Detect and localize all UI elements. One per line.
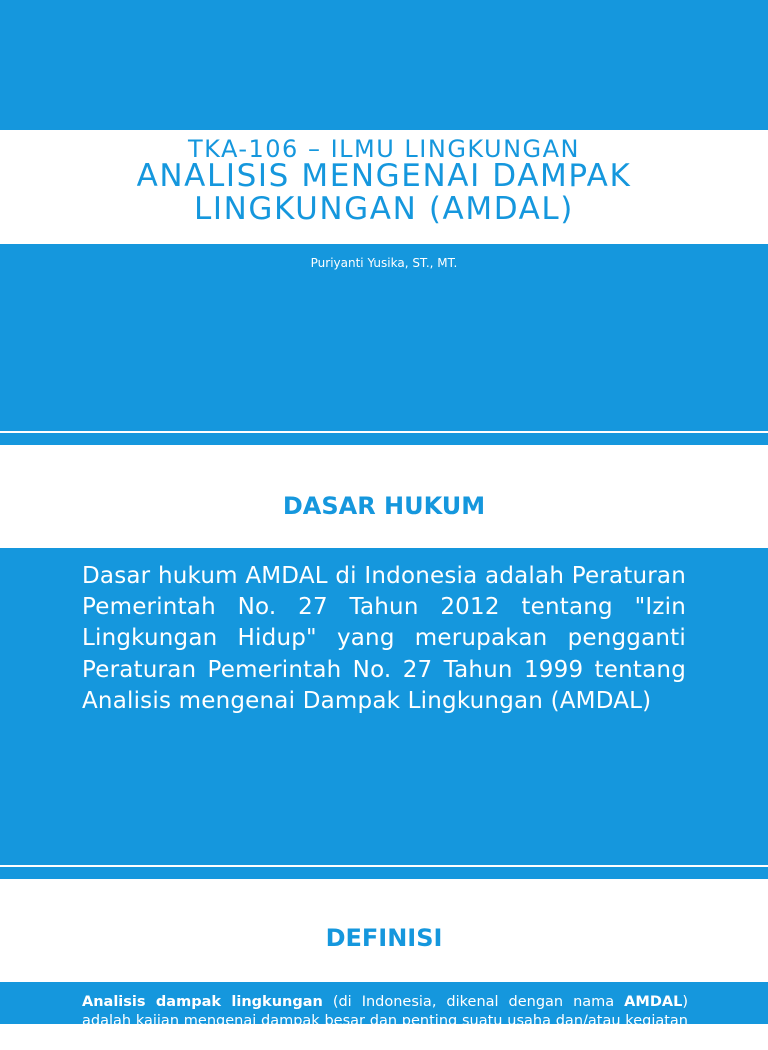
course-code: TKA-106 – ILMU LINGKUNGAN xyxy=(187,135,581,163)
definition-term: Analisis dampak lingkungan xyxy=(82,994,323,1010)
heading-band xyxy=(0,879,768,982)
heading-band xyxy=(0,445,768,548)
legal-basis-slide xyxy=(0,433,768,865)
title-line-1: ANALISIS MENGENAI DAMPAK xyxy=(136,158,632,194)
title-line-2: LINGKUNGAN (AMDAL) xyxy=(193,191,575,227)
slide-heading: DASAR HUKUM xyxy=(282,492,486,520)
slide-body-text xyxy=(82,993,688,1050)
title-slide xyxy=(0,0,768,431)
slide-title xyxy=(0,160,768,226)
acronym-term: AMDAL xyxy=(624,994,683,1010)
slide-heading: DEFINISI xyxy=(325,924,443,952)
definition-text: (di Indonesia, dikenal dengan nama xyxy=(322,994,625,1010)
definition-text-continued: ) adalah kajian mengenai dampak besar dan penting suatu usaha dan/atau kegiatan yang xyxy=(82,994,688,1048)
author-name: Puriyanti Yusika, ST., MT. xyxy=(310,256,458,270)
slide-body-text: Dasar hukum AMDAL di Indonesia adalah Peraturan Pemerintah No. 27 Tahun 2012 tentang "Izin Lingkungan Hidup" yang merupakan pengganti Peraturan Pemerintah No. 27 Tahun 1999 tentang Analisis mengenai Dampak Lingkungan (AMDAL) xyxy=(82,563,686,714)
title-band xyxy=(0,130,768,244)
definition-slide xyxy=(0,867,768,1048)
